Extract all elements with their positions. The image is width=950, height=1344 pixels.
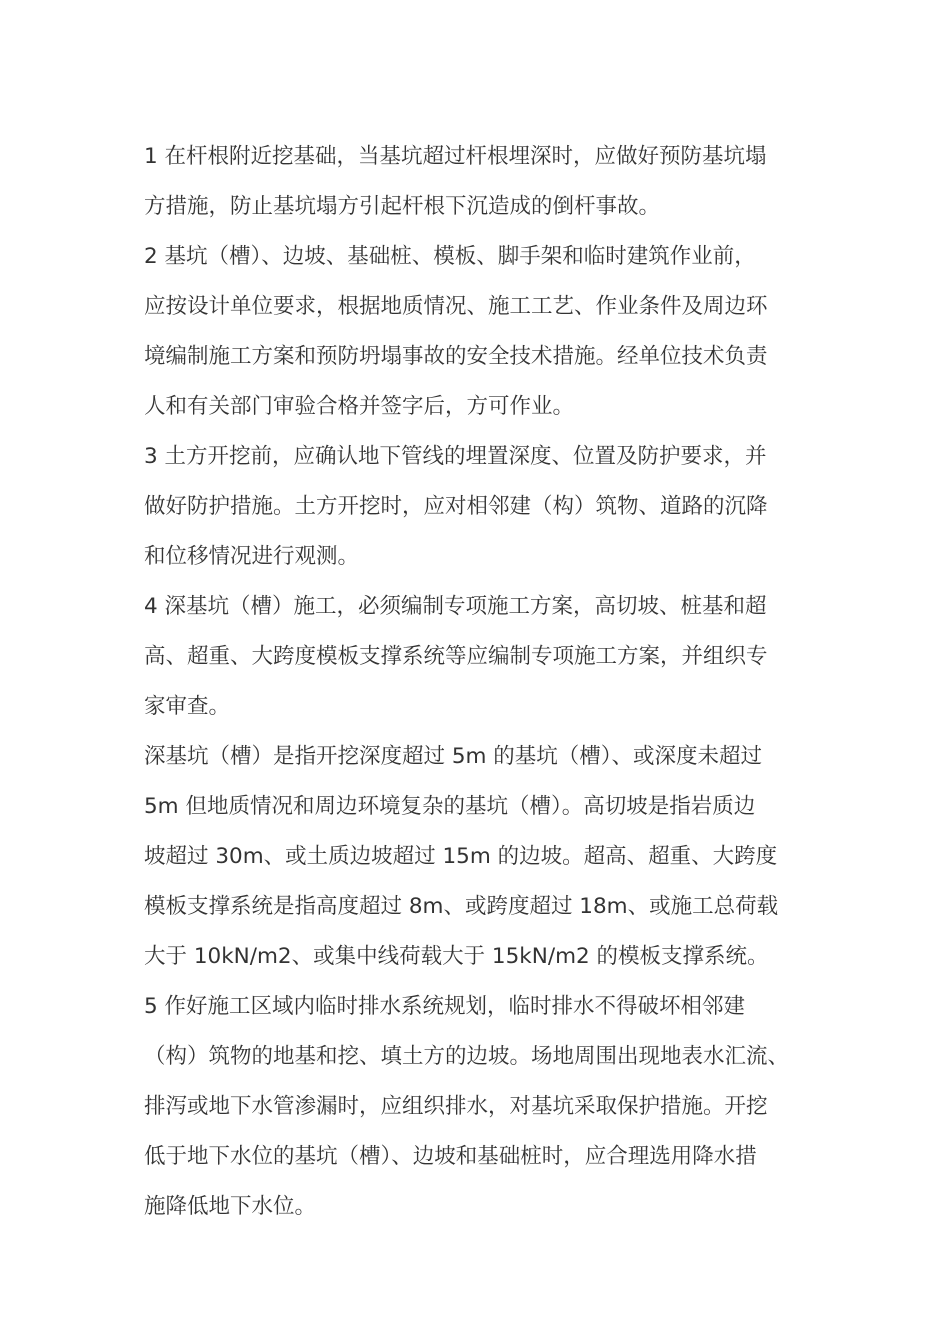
text-line: 方措施，防止基坑塌方引起杆根下沉造成的倒杆事故。 — [144, 194, 661, 219]
paragraph-3 — [144, 432, 824, 582]
text-line: （构）筑物的地基和挖、填土方的边坡。场地周围出现地表水汇流、 — [144, 1044, 790, 1069]
text-line: 深基坑（槽）是指开挖深度超过 5m 的基坑（槽）、或深度未超过 — [144, 744, 763, 769]
text-line: 做好防护措施。土方开挖时，应对相邻建（构）筑物、道路的沉降 — [144, 494, 768, 519]
text-line: 2 基坑（槽）、边坡、基础桩、模板、脚手架和临时建筑作业前， — [144, 244, 756, 269]
paragraph-definitions — [144, 732, 824, 982]
text-line: 坡超过 30m、或土质边坡超过 15m 的边坡。超高、超重、大跨度 — [144, 844, 778, 869]
text-line: 高、超重、大跨度模板支撑系统等应编制专项施工方案，并组织专 — [144, 644, 768, 669]
text-line: 3 土方开挖前，应确认地下管线的埋置深度、位置及防护要求，并 — [144, 444, 767, 469]
text-line: 1 在杆根附近挖基础，当基坑超过杆根埋深时，应做好预防基坑塌 — [144, 144, 767, 169]
text-line: 模板支撑系统是指高度超过 8m、或跨度超过 18m、或施工总荷载 — [144, 894, 779, 919]
text-line: 5m 但地质情况和周边环境复杂的基坑（槽）。高切坡是指岩质边 — [144, 794, 756, 819]
text-line: 和位移情况进行观测。 — [144, 544, 360, 569]
paragraph-4 — [144, 582, 824, 732]
text-line: 4 深基坑（槽）施工，必须编制专项施工方案，高切坡、桩基和超 — [144, 594, 767, 619]
text-line: 人和有关部门审验合格并签字后，方可作业。 — [144, 394, 575, 419]
paragraph-5 — [144, 982, 824, 1232]
text-line: 大于 10kN/m2、或集中线荷载大于 15kN/m2 的模板支撑系统。 — [144, 944, 769, 969]
text-line: 家审查。 — [144, 694, 231, 719]
text-line: 施降低地下水位。 — [144, 1194, 317, 1219]
paragraph-2 — [144, 232, 824, 432]
text-line: 应按设计单位要求，根据地质情况、施工工艺、作业条件及周边环 — [144, 294, 768, 319]
text-line: 低于地下水位的基坑（槽）、边坡和基础桩时，应合理选用降水措 — [144, 1144, 757, 1169]
paragraph-1 — [144, 132, 824, 232]
document-page — [144, 132, 824, 1232]
text-line: 5 作好施工区域内临时排水系统规划，临时排水不得破坏相邻建 — [144, 994, 746, 1019]
text-line: 排泻或地下水管渗漏时，应组织排水，对基坑采取保护措施。开挖 — [144, 1094, 768, 1119]
text-line: 境编制施工方案和预防坍塌事故的安全技术措施。经单位技术负责 — [144, 344, 768, 369]
